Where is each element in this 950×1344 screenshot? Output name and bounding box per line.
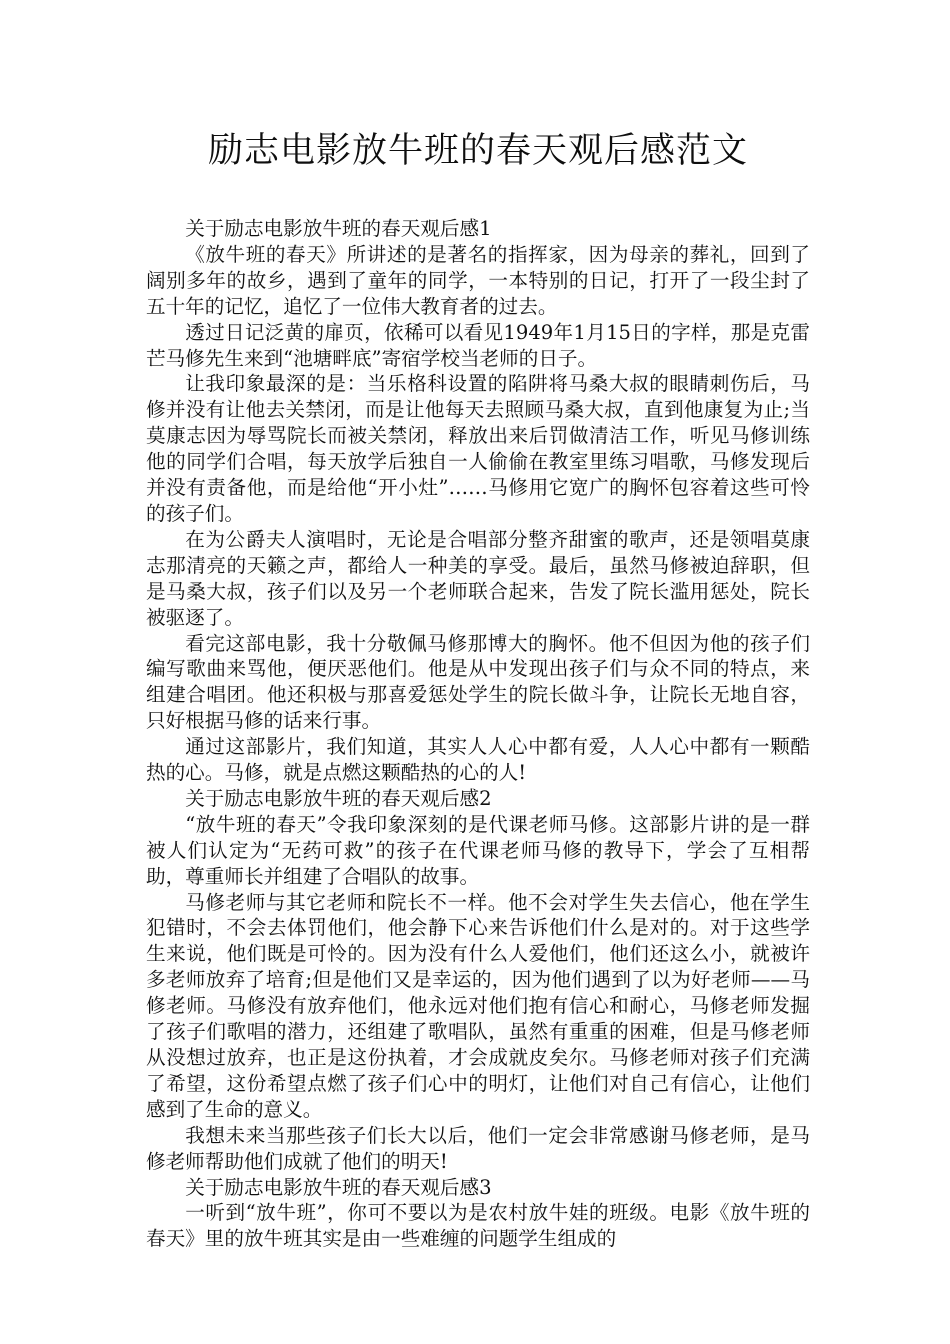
body-paragraph: 通过这部影片，我们知道，其实人人心中都有爱，人人心中都有一颗酷热的心。马修，就是点燃这颗酷热的心的人! [146,735,810,785]
body-paragraph: 我想未来当那些孩子们长大以后，他们一定会非常感谢马修老师，是马修老师帮助他们成就了他们的明天! [146,1123,810,1173]
section-heading-3: 关于励志电影放牛班的春天观后感3 [185,1175,492,1199]
document-title: 励志电影放牛班的春天观后感范文 [207,131,748,171]
body-paragraph: “放牛班的春天”令我印象深刻的是代课老师马修。这部影片讲的是一群被人们认定为“无药可救”的孩子在代课老师马修的教导下，学会了互相帮助，尊重师长并组建了合唱队的故事。 [146,812,810,888]
body-paragraph: 透过日记泛黄的扉页，依稀可以看见1949年1月15日的字样，那是克雷芒马修先生来到“池塘畔底”寄宿学校当老师的日子。 [146,320,810,370]
document-page [146,124,810,1252]
body-paragraph: 看完这部电影，我十分敬佩马修那博大的胸怀。他不但因为他的孩子们编写歌曲来骂他，便厌恶他们。他是从中发现出孩子们与众不同的特点，来组建合唱团。他还积极与那喜爱惩处学生的院长做斗争，让院长无地自容，只好根据马修的话来行事。 [146,631,810,733]
body-paragraph: 一听到“放牛班”，你可不要以为是农村放牛娃的班级。电影《放牛班的春天》里的放牛班其实是由一些难缠的问题学生组成的 [146,1201,810,1251]
section-heading-1: 关于励志电影放牛班的春天观后感1 [185,217,492,240]
body-paragraph: 让我印象最深的是：当乐格科设置的陷阱将马桑大叔的眼睛刺伤后，马修并没有让他去关禁闭，而是让他每天去照顾马桑大叔，直到他康复为止;当莫康志因为辱骂院长而被关禁闭，释放出来后罚做清洁工作，听见马修训练他的同学们合唱，每天放学后独自一人偷偷在教室里练习唱歌，马修发现后并没有责备他，而是给他“开小灶”……马修用它宽广的胸怀包容着这些可怜的孩子们。 [146,372,810,525]
body-paragraph: 马修老师与其它老师和院长不一样。他不会对学生失去信心，他在学生犯错时，不会去体罚他们，他会静下心来告诉他们什么是对的。对于这些学生来说，他们既是可怜的。因为没有什么人爱他们，他们还这么小，就被许多老师放弃了培育;但是他们又是幸运的，因为他们遇到了以为好老师——马修老师。马修没有放弃他们，他永远对他们抱有信心和耐心，马修老师发掘了孩子们歌唱的潜力，还组建了歌唱队，虽然有重重的困难，但是马修老师从没想过放弃，也正是这份执着，才会成就皮矣尔。马修老师对孩子们充满了希望，这份希望点燃了孩子们心中的明灯，让他们对自己有信心，让他们感到了生命的意义。 [146,890,810,1121]
body-paragraph: 在为公爵夫人演唱时，无论是合唱部分整齐甜蜜的歌声，还是领唱莫康志那清亮的天籁之声，都给人一种美的享受。最后，虽然马修被迫辞职，但是马桑大叔，孩子们以及另一个老师联合起来，告发了院长滥用惩处，院长被驱逐了。 [146,527,810,629]
body-paragraph: 《放牛班的春天》所讲述的是著名的指挥家，因为母亲的葬礼，回到了阔别多年的故乡，遇到了童年的同学，一本特别的日记，打开了一段尘封了五十年的记忆，追忆了一位伟大教育者的过去。 [146,242,810,318]
section-heading-2: 关于励志电影放牛班的春天观后感2 [185,786,492,810]
